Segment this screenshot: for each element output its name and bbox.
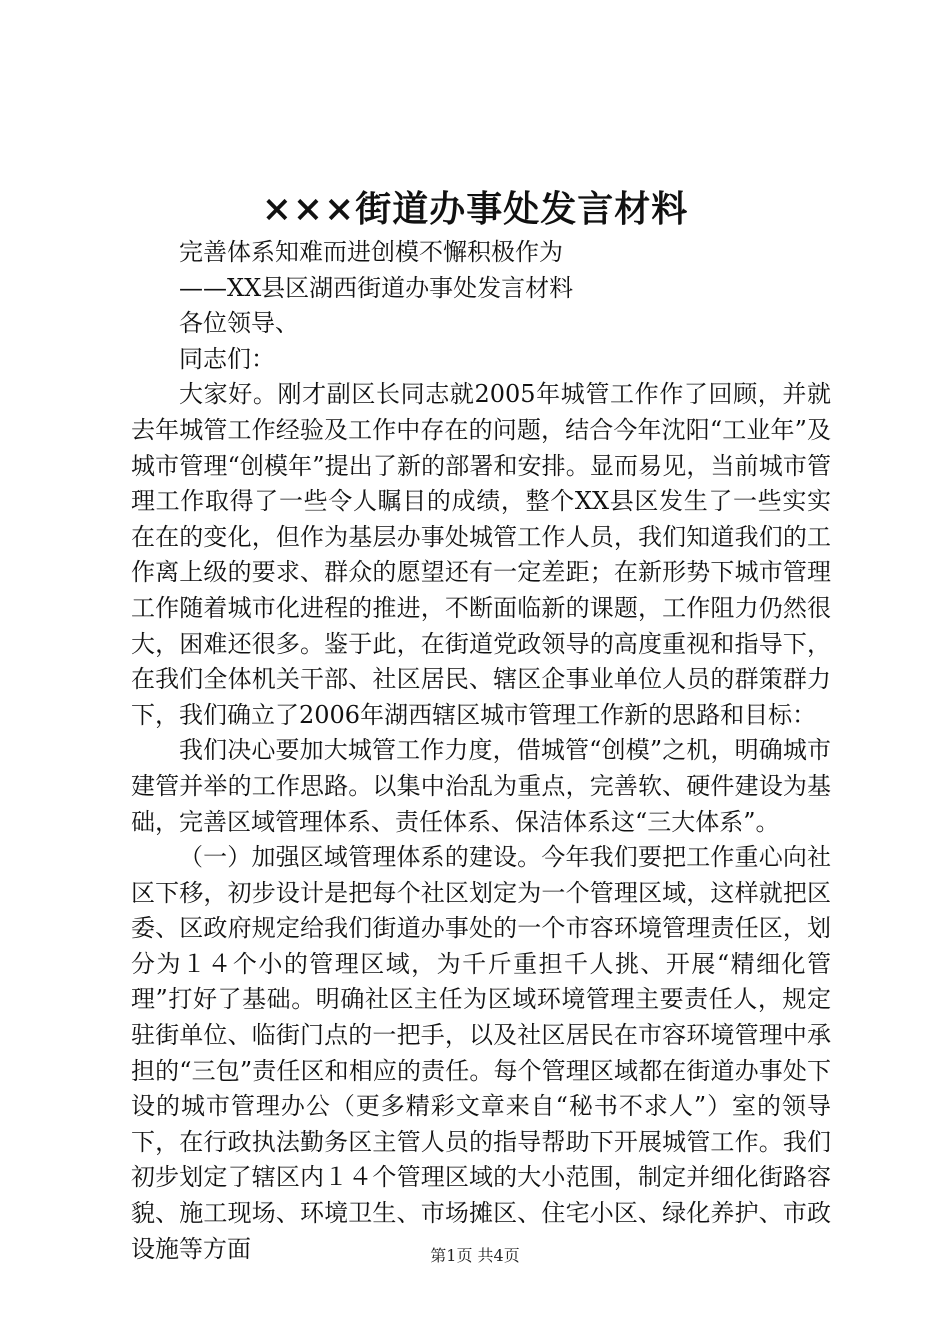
subtitle-line: 完善体系知难而进创模不懈积极作为 — [179, 238, 563, 266]
body-paragraph: （一）加强区域管理体系的建设。今年我们要把工作重心向社区下移，初步设计是把每个社区划定为一个管理区域，这样就把区委、区政府规定给我们街道办事处的一个市容环境管理责任区，划分为１４个小的管理区域，为千斤重担千人挑、开展“精细化管理”打好了基础。明确社区主任为区域环境管理主要责任人，规定驻街单位、临街门点的一把手，以及社区居民在市容环境管理中承担的“三包”责任区和相应的责任。每个管理区域都在街道办事处下设的城市管理办公（更多精彩文章来自“秘书不求人”）室的领导下，在行政执法勤务区主管人员的指导帮助下开展城管工作。我们初步划定了辖区内１４个管理区域的大小范围，制定并细化街路容貌、施工现场、环境卫生、市场摊区、住宅小区、绿化养护、市政设施等方面 — [131, 843, 831, 1263]
body-paragraph: 大家好。刚才副区长同志就2005年城管工作作了回顾，并就去年城管工作经验及工作中存在的问题，结合今年沈阳“工业年”及城市管理“创模年”提出了新的部署和安排。显而易见，当前城市管理工作取得了一些令人瞩目的成绩，整个XX县区发生了一些实实在在的变化，但作为基层办事处城管工作人员，我们知道我们的工作离上级的要求、群众的愿望还有一定差距；在新形势下城市管理工作随着城市化进程的推进，不断面临新的课题，工作阻力仍然很大，困难还很多。鉴于此，在街道党政领导的高度重视和指导下，在我们全体机关干部、社区居民、辖区企事业单位人员的群策群力下，我们确立了2006年湖西辖区城市管理工作新的思路和目标： — [131, 380, 831, 729]
body-paragraph: 我们决心要加大城管工作力度，借城管“创模”之机，明确城市建管并举的工作思路。以集中治乱为重点，完善软、硬件建设为基础，完善区域管理体系、责任体系、保洁体系这“三大体系”。 — [131, 736, 831, 836]
document-title: ×××街道办事处发言材料 — [261, 188, 689, 230]
page-number-footer: 第1页 共4页 — [430, 1246, 520, 1265]
salutation-comrades: 同志们： — [179, 344, 275, 373]
subtitle-source-line: ——XX县区湖西街道办事处发言材料 — [179, 273, 574, 302]
document-body — [131, 235, 831, 1267]
salutation-leaders: 各位领导、 — [179, 309, 299, 338]
